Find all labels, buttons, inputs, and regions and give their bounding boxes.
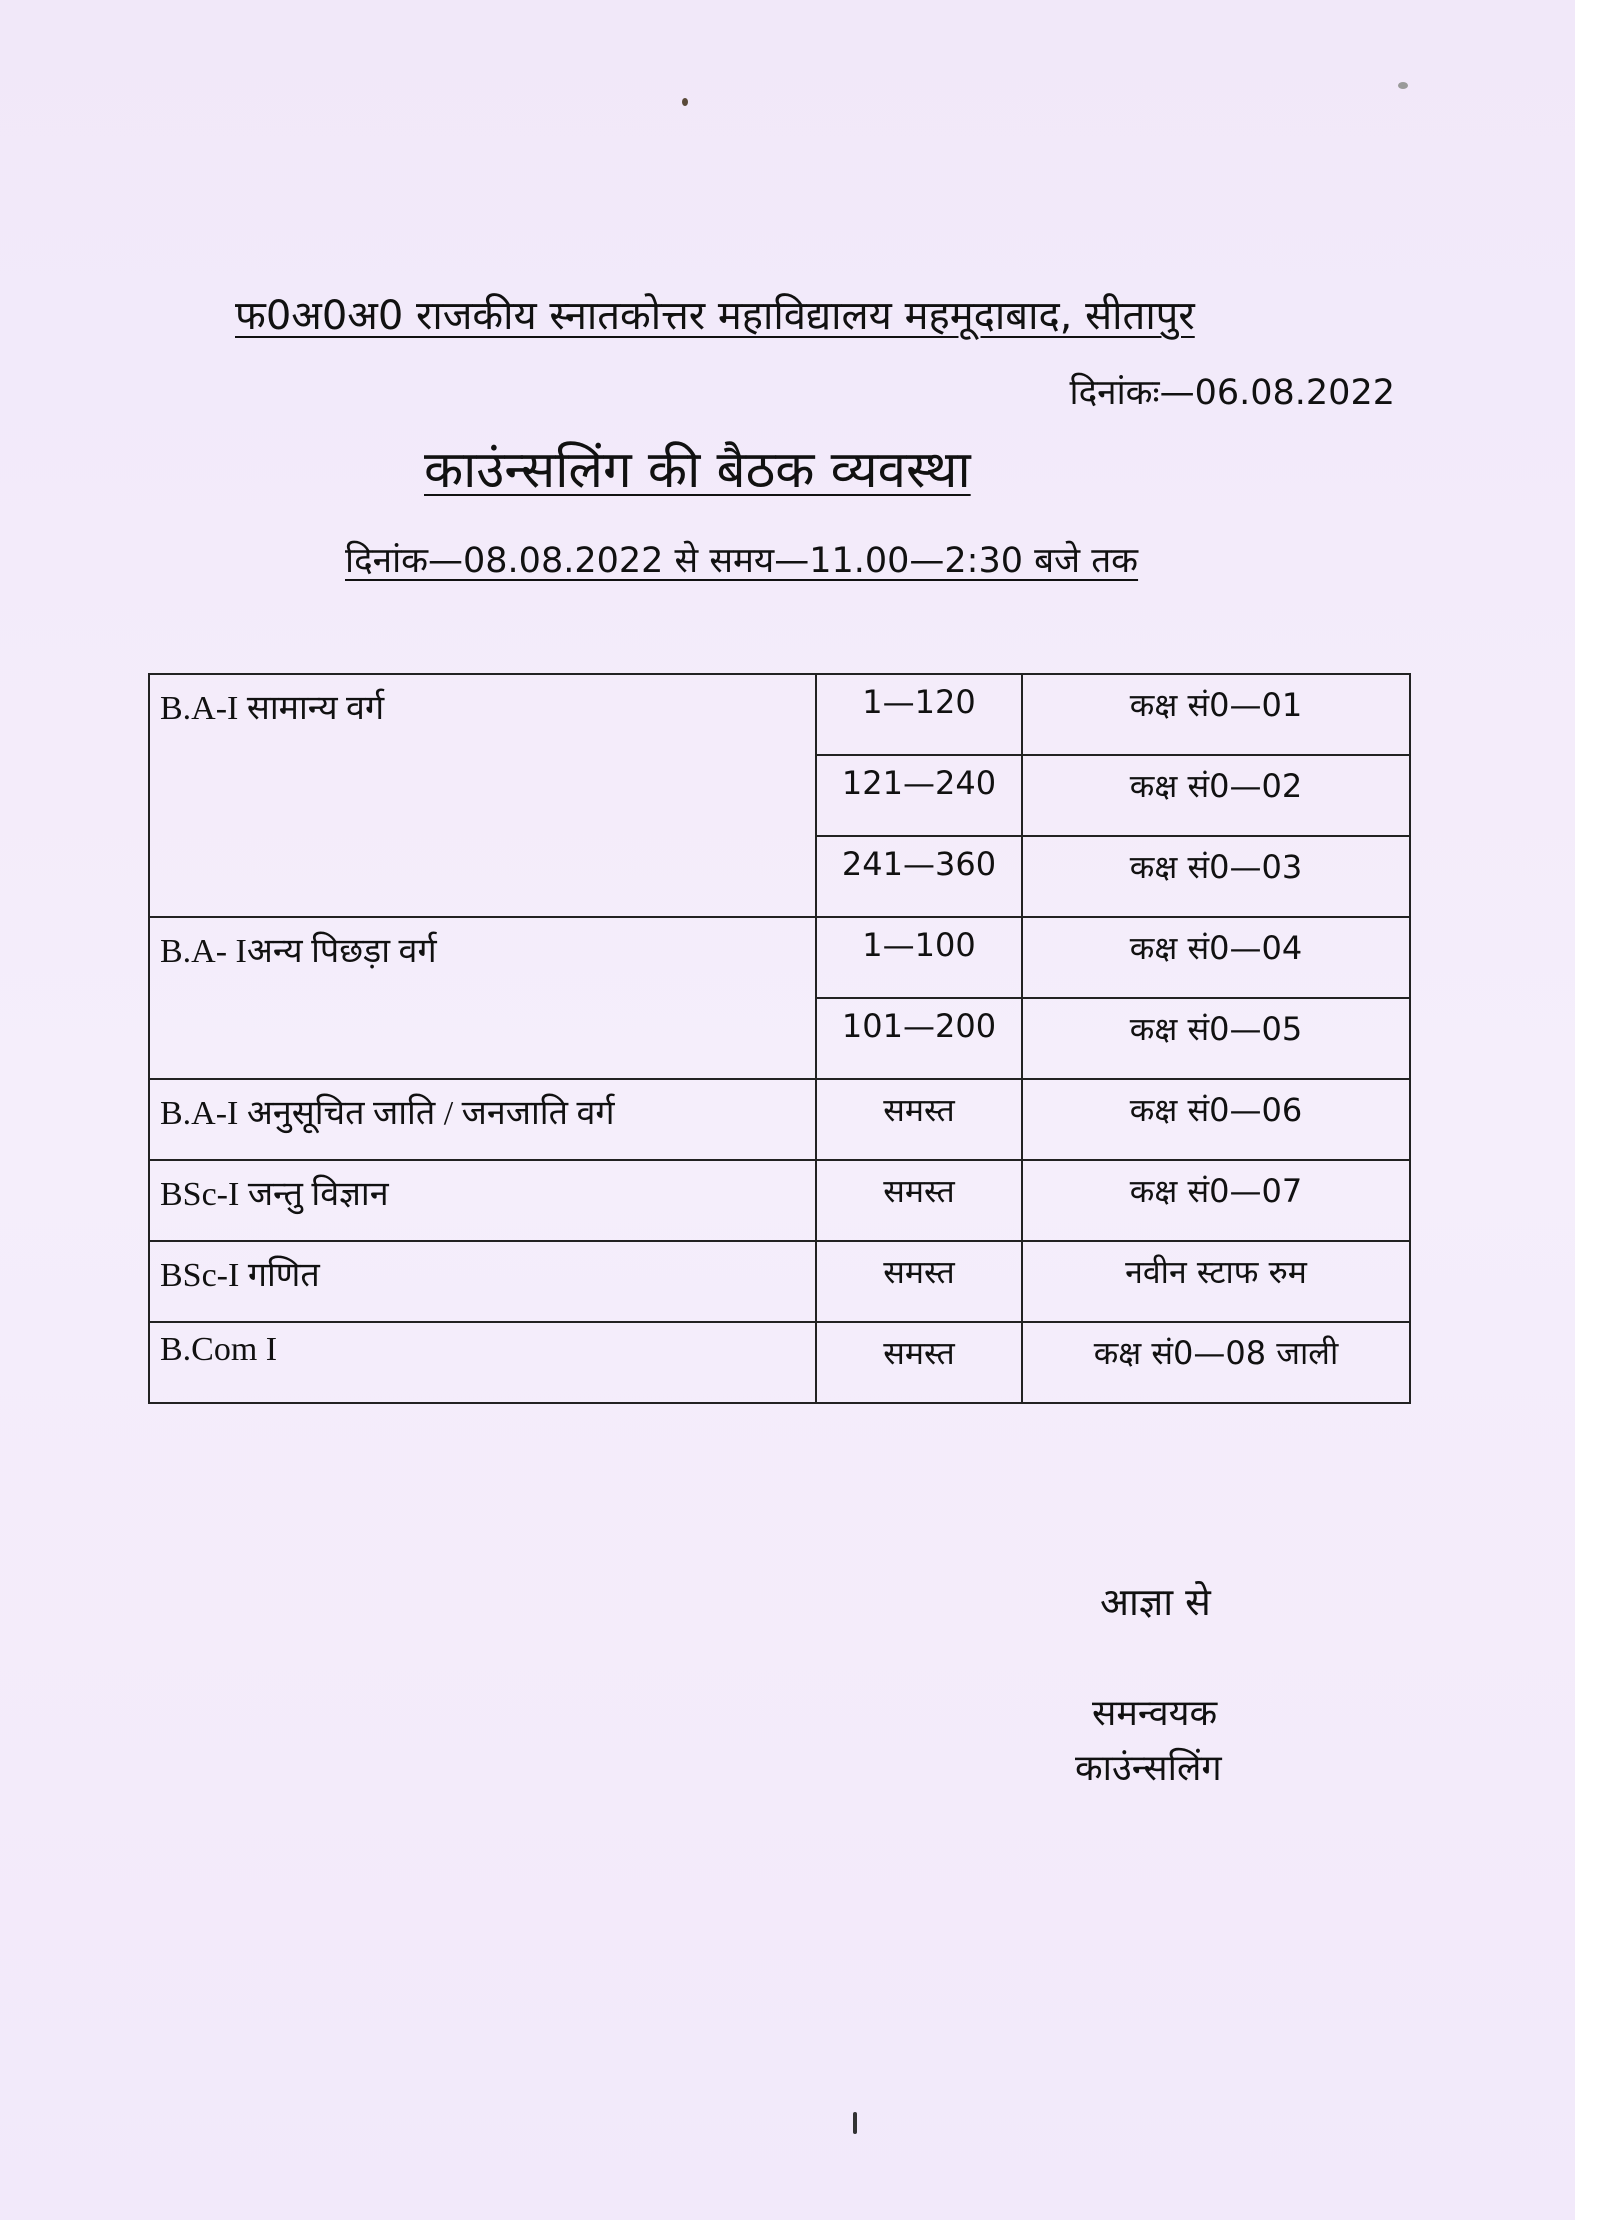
roll-range-cell: समस्त [816,1079,1022,1160]
table-row [149,674,1410,755]
course-cell: B.A- Iअन्य पिछड़ा वर्ग [149,917,816,1079]
table-row [149,1160,1410,1241]
table-row [149,1079,1410,1160]
college-name: फ0अ0अ0 राजकीय स्नातकोत्तर महाविद्यालय महमूदाबाद, सीतापुर [235,293,1195,339]
table-row [149,1322,1410,1403]
course-cell: B.Com I [149,1322,816,1403]
room-cell: कक्ष सं0—08 जाली [1022,1322,1410,1403]
roll-range-cell: 121—240 [816,755,1022,836]
paper-speck [853,2112,857,2134]
roll-range-cell: समस्त [816,1160,1022,1241]
roll-range-cell: 1—120 [816,674,1022,755]
seating-table [148,673,1411,1404]
coordinator-subtitle: काउंन्सलिंग [1075,1748,1222,1789]
room-cell: कक्ष सं0—03 [1022,836,1410,917]
roll-range-cell: 241—360 [816,836,1022,917]
page-title: काउंन्सलिंग की बैठक व्यवस्था [424,441,971,500]
roll-range-cell: समस्त [816,1241,1022,1322]
schedule-line: दिनांक—08.08.2022 से समय—11.00—2:30 बजे तक [345,541,1139,581]
room-cell: कक्ष सं0—06 [1022,1079,1410,1160]
roll-range-cell: 1—100 [816,917,1022,998]
room-cell: कक्ष सं0—02 [1022,755,1410,836]
roll-range-cell: समस्त [816,1322,1022,1403]
paper-speck [682,98,688,106]
room-cell: कक्ष सं0—05 [1022,998,1410,1079]
course-cell: BSc-I गणित [149,1241,816,1322]
roll-range-cell: 101—200 [816,998,1022,1079]
course-cell: BSc-I जन्तु विज्ञान [149,1160,816,1241]
scan-edge [1575,0,1600,2220]
room-cell: नवीन स्टाफ रुम [1022,1241,1410,1322]
table-row [149,1241,1410,1322]
paper-speck [1398,82,1408,89]
room-cell: कक्ष सं0—04 [1022,917,1410,998]
room-cell: कक्ष सं0—07 [1022,1160,1410,1241]
coordinator-title: समन्वयक [1092,1693,1218,1734]
table-row [149,917,1410,998]
room-cell: कक्ष सं0—01 [1022,674,1410,755]
by-order-text: आज्ञा से [1100,1580,1211,1624]
course-cell: B.A-I अनुसूचित जाति / जनजाति वर्ग [149,1079,816,1160]
course-cell: B.A-I सामान्य वर्ग [149,674,816,917]
issue-date: दिनांकः—06.08.2022 [1069,373,1395,413]
